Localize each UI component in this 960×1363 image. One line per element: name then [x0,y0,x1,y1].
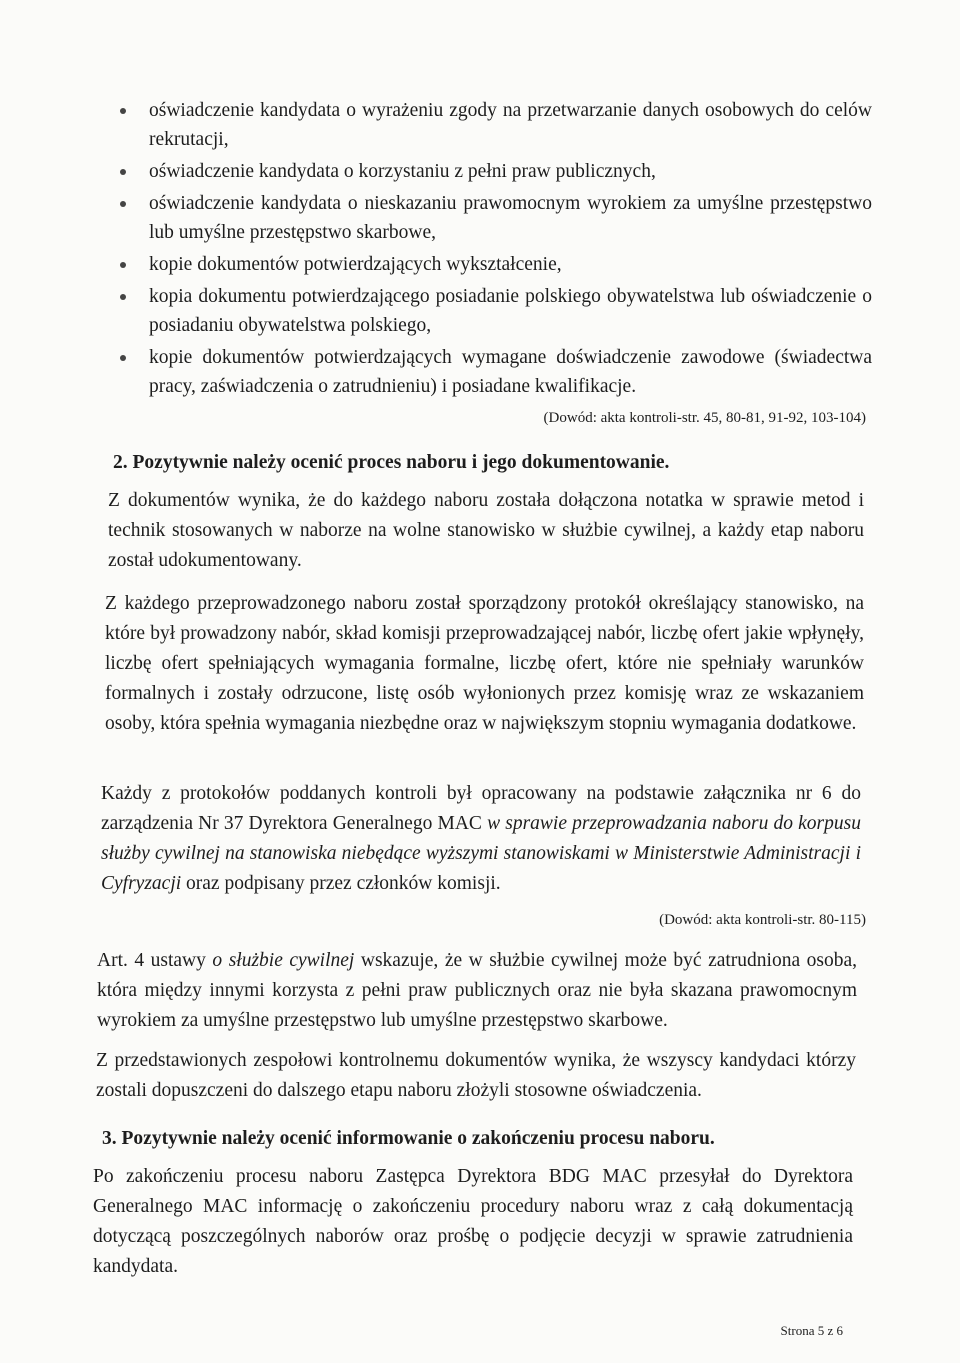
list-item: kopie dokumentów potwierdzających wymagane doświadczenie zawodowe (świadectwa pracy, zaświadczenia o zatrudnieniu) i posiadane kwalifikacje. [120,343,872,401]
evidence-note: (Dowód: akta kontroli-str. 45, 80-81, 91-92, 103-104) [543,410,866,426]
section-2-paragraph-4: Art. 4 ustawy o służbie cywilnej wskazuje, że w służbie cywilnej może być zatrudniona osoba, która między innymi korzysta z pełni praw publicznych oraz nie była skazana prawomocnym wyrokiem za umyślne przestępstwo lub umyślne przestępstwo skarbowe. [97,950,857,1031]
section-2-paragraph-3: Każdy z protokołów poddanych kontroli był opracowany na podstawie załącznika nr 6 do zarządzenia Nr 37 Dyrektora Generalnego MAC w sprawie przeprowadzania naboru do korpusu służby cywilnej na stanowiska niebędące wyższymi stanowiskami w Ministerstwie Administracji i Cyfryzacji oraz podpisany przez członków komisji. [101,783,861,894]
section-2-paragraph-1: Z dokumentów wynika, że do każdego naboru została dołączona notatka w sprawie metod i technik stosowanych w naborze na wolne stanowisko w służbie cywilnej, a każdy etap naboru został udokumentowany. [108,490,864,571]
evidence-note: (Dowód: akta kontroli-str. 80-115) [659,912,866,928]
section-2-paragraph-2: Z każdego przeprowadzonego naboru został sporządzony protokół określający stanowisko, na które był prowadzony nabór, skład komisji przeprowadzającej nabór, liczbę ofert jakie wpłynęły, liczbę ofert spełniających wymagania formalne, liczbę ofert, które nie spełniały warunków formalnych i zostały odrzucone, listę osób wyłonionych przez komisję wraz ze wskazaniem osoby, która spełnia wymagania niezbędne oraz w największym stopniu wymagania dodatkowe. [105,593,864,734]
bullet-icon [120,262,126,268]
requirements-list [120,96,872,404]
section-2-heading: 2. Pozytywnie należy ocenić proces naboru i jego dokumentowanie. [113,452,670,473]
section-3-heading: 3. Pozytywnie należy ocenić informowanie o zakończeniu procesu naboru. [102,1128,715,1149]
page-number: Strona 5 z 6 [780,1323,843,1338]
section-3-paragraph-1: Po zakończeniu procesu naboru Zastępca Dyrektora BDG MAC przesyłał do Dyrektora Generalnego MAC informację o zakończeniu procedury naboru wraz z całą dokumentacją dotyczącą poszczególnych naborów oraz prośbę o podjęcie decyzji w sprawie zatrudnienia kandydata. [93,1166,853,1277]
list-item: kopie dokumentów potwierdzających wykształcenie, [120,250,872,279]
bullet-icon [120,355,126,361]
list-item: oświadczenie kandydata o korzystaniu z pełni praw publicznych, [120,157,872,186]
list-item: oświadczenie kandydata o nieskazaniu prawomocnym wyrokiem za umyślne przestępstwo lub umyślne przestępstwo skarbowe, [120,189,872,247]
bullet-icon [120,294,126,300]
bullet-icon [120,201,126,207]
bullet-icon [120,169,126,175]
bullet-icon [120,108,126,114]
list-item: oświadczenie kandydata o wyrażeniu zgody na przetwarzanie danych osobowych do celów rekrutacji, [120,96,872,154]
section-2-paragraph-5: Z przedstawionych zespołowi kontrolnemu dokumentów wynika, że wszyscy kandydaci którzy zostali dopuszczeni do dalszego etapu naboru złożyli stosowne oświadczenia. [96,1050,856,1101]
list-item: kopia dokumentu potwierdzającego posiadanie polskiego obywatelstwa lub oświadczenie o posiadaniu obywatelstwa polskiego, [120,282,872,340]
